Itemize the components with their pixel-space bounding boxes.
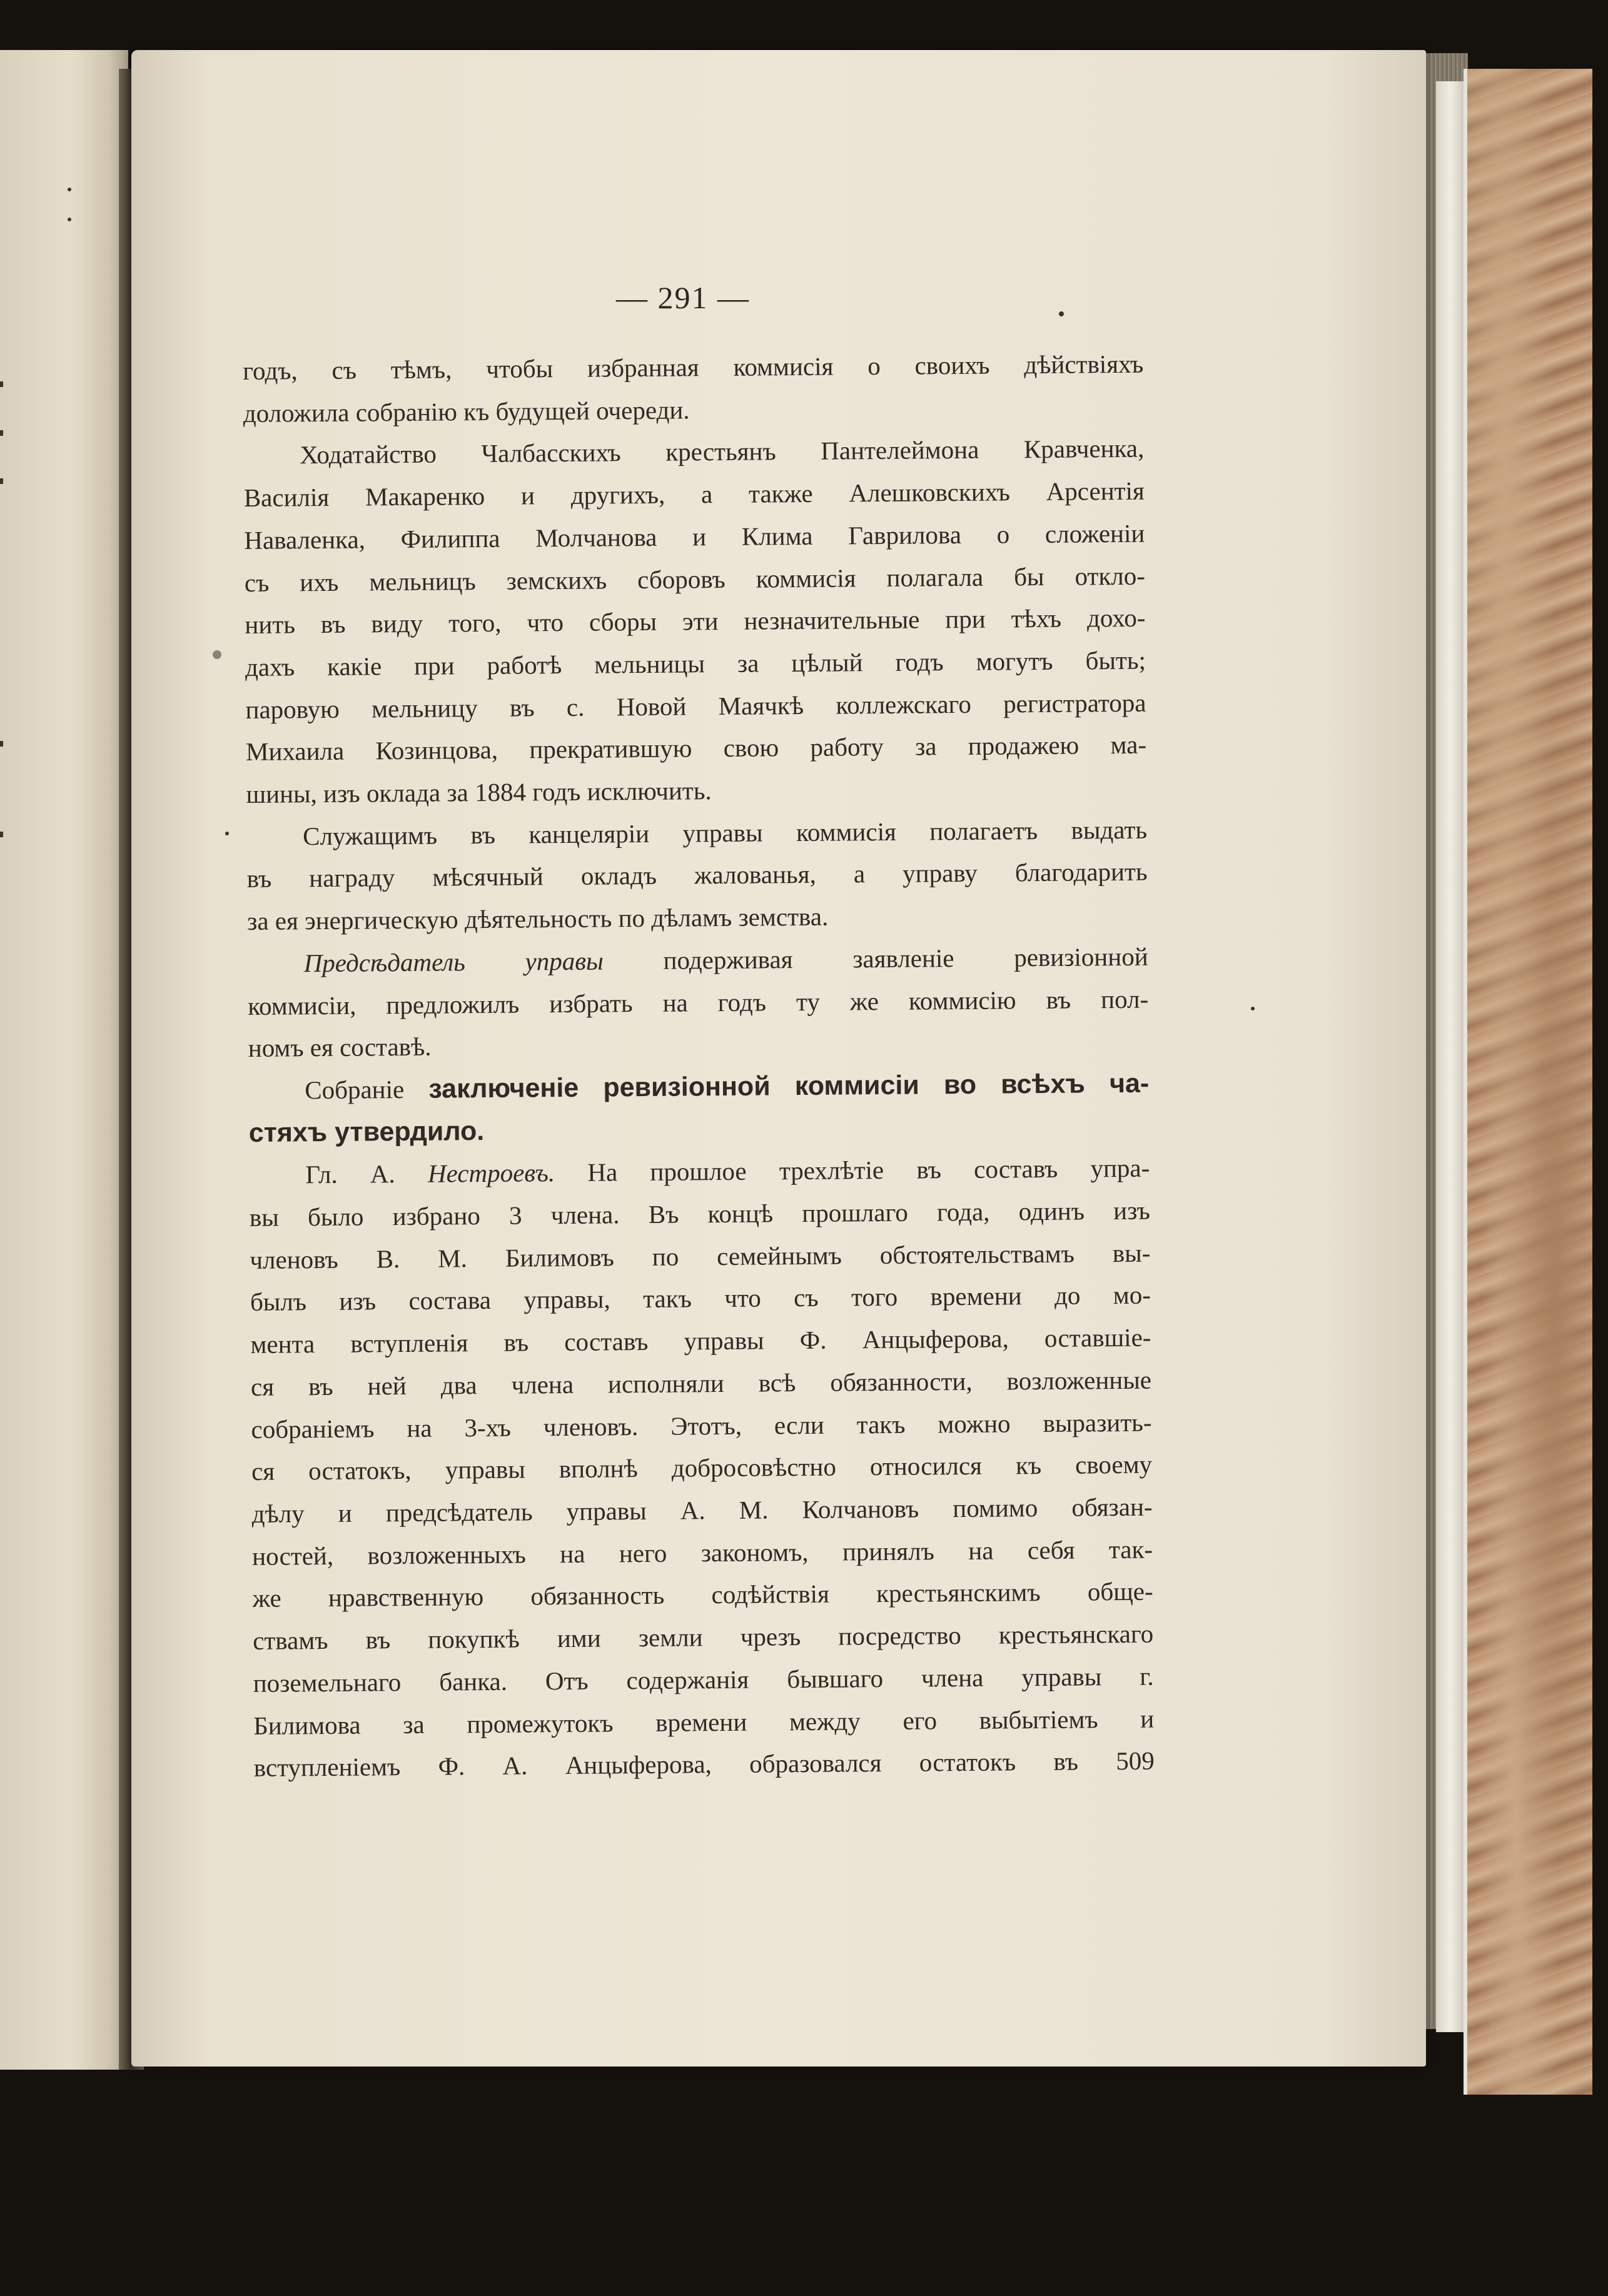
paragraph-2	[243, 428, 1147, 816]
text-line: Служащимъ въ канцеляріи управы коммисія полагаетъ выдать	[302, 815, 1148, 851]
text-line: же нравственную обязанность содѣйствія крестьянскимъ обще-	[252, 1577, 1153, 1613]
ink-dot	[225, 832, 229, 835]
text-line: дѣлу и предсѣдатель управы А. М. Колчановъ помимо обязан-	[251, 1492, 1153, 1528]
text-line: дахъ какіе при работѣ мельницы за цѣлый годъ могутъ быть;	[245, 645, 1146, 682]
text-line: съ ихъ мельницъ земскихъ сборовъ коммисія полагала бы откло-	[244, 561, 1146, 597]
text-line: ся остатокъ, управы вполнѣ добросовѣстно относился къ своему	[251, 1449, 1153, 1486]
speaker-name: Нестроевъ.	[427, 1158, 555, 1189]
left-facing-page	[0, 50, 128, 2070]
ink-dot	[68, 188, 71, 191]
ink-mark	[0, 430, 3, 436]
marbled-cover	[1464, 69, 1592, 2095]
speaker-name: Предсѣдатель управы	[303, 946, 604, 978]
text-fragment: подерживая заявленіе ревизіонной	[603, 942, 1148, 975]
text-line: вы было избрано 3 члена. Въ концѣ прошлаго года, одинъ изъ	[249, 1196, 1151, 1232]
text-line: паровую мельницу въ с. Новой Маячкѣ коллежскаго регистратора	[245, 688, 1146, 724]
text-line: ся въ ней два члена исполняли всѣ обязанности, возложенные	[250, 1365, 1152, 1401]
page-text	[243, 343, 1155, 1790]
text-line	[247, 936, 1148, 985]
text-line: собраніемъ на 3-хъ членовъ. Этотъ, если такъ можно выразить-	[251, 1407, 1152, 1444]
text-line: поземельнаго банка. Отъ содержанія бывшаго члена управы г.	[253, 1661, 1154, 1698]
paragraph-1	[243, 343, 1144, 435]
text-line: членовъ В. М. Билимовъ по семейнымъ обстоятельствамъ вы-	[250, 1238, 1151, 1274]
text-line: за ея энергическую дѣятельность по дѣламъ земства.	[246, 902, 829, 936]
text-line: ствамъ въ покупкѣ ими земли чрезъ посредство крестьянскаго	[253, 1619, 1154, 1656]
text-line: Ходатайство Чалбасскихъ крестьянъ Пантелеймона Кравченка,	[300, 434, 1145, 470]
text-line: Василія Макаренко и другихъ, а также Алешковскихъ Арсентія	[243, 476, 1145, 513]
ink-mark	[0, 381, 3, 387]
endpaper	[1436, 81, 1464, 2032]
paragraph-5	[248, 1063, 1150, 1155]
text-line: Наваленка, Филиппа Молчанова и Клима Гаврилова о сложеніи	[244, 518, 1145, 555]
text-line: стяхъ утвердило.	[248, 1115, 485, 1148]
text-line	[249, 1147, 1150, 1197]
text-line: шины, изъ оклада за 1884 годъ исключить.	[246, 776, 712, 809]
text-fragment: Собраніе	[305, 1074, 405, 1105]
paragraph-3	[246, 808, 1148, 942]
paragraph-4	[247, 936, 1149, 1070]
ink-blot	[213, 650, 221, 659]
text-line: Михаила Козинцова, прекратившую свою работу за продажею ма-	[245, 730, 1147, 767]
text-line: ностей, возложенныхъ на него закономъ, принялъ на себя так-	[251, 1534, 1153, 1571]
text-line: былъ изъ состава управы, такъ что съ того времени до мо-	[250, 1281, 1151, 1317]
text-line: вступленіемъ Ф. А. Анцыферова, образовался остатокъ въ 509	[253, 1746, 1155, 1783]
text-fragment: Гл. А.	[305, 1159, 428, 1189]
text-line: мента вступленія въ составъ управы Ф. Анцыферова, оставшіе-	[250, 1322, 1151, 1359]
text-line: годъ, съ тѣмъ, чтобы избранная коммисія о своихъ дѣйствіяхъ	[243, 349, 1144, 385]
ink-mark	[0, 832, 3, 837]
text-line: доложила собранію къ будущей очереди.	[243, 395, 690, 428]
ink-dot	[1059, 311, 1064, 316]
text-line: въ награду мѣсячный окладъ жалованья, а управу благодарить	[246, 857, 1148, 894]
ink-mark	[0, 478, 3, 484]
text-fragment: На прошлое трехлѣтіе въ составъ упра-	[554, 1154, 1150, 1187]
ink-mark	[0, 741, 3, 747]
text-line	[248, 1063, 1149, 1112]
text-line: Билимова за промежутокъ времени между его выбытіемъ и	[253, 1704, 1155, 1740]
text-line: коммисіи, предложилъ избрать на годъ ту же коммисію въ пол-	[248, 984, 1149, 1020]
text-line: нить въ виду того, что сборы эти незначительные при тѣхъ дохо-	[245, 603, 1146, 640]
resolution-text: заключеніе ревизіонной коммисіи во всѣхъ ча-	[404, 1068, 1150, 1104]
ink-dot	[68, 218, 71, 221]
paragraph-6	[249, 1147, 1155, 1790]
ink-dot	[1251, 1007, 1255, 1010]
text-line: номъ ея составѣ.	[248, 1032, 432, 1063]
page-number: — 291 —	[616, 280, 750, 315]
